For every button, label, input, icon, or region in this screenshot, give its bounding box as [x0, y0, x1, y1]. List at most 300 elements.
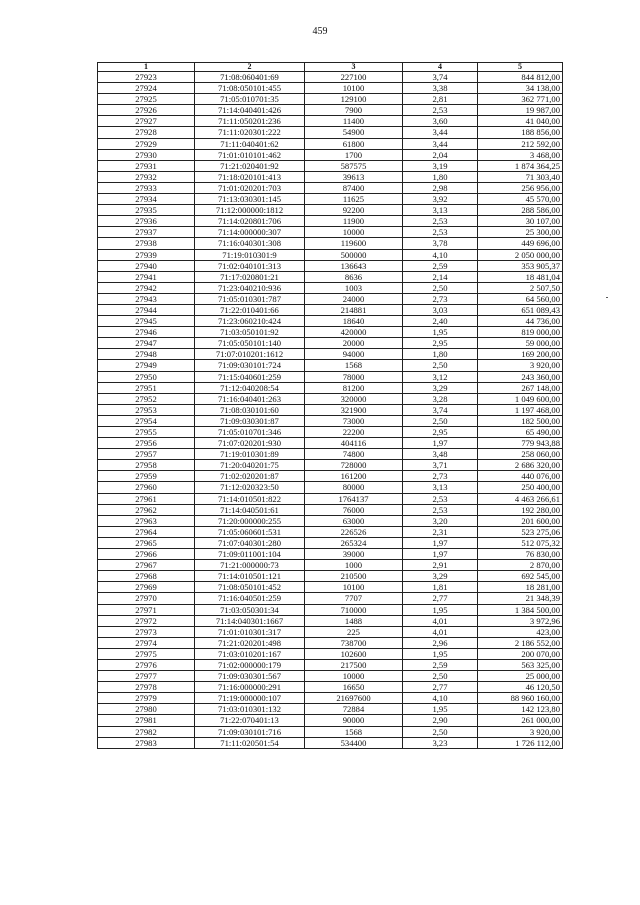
row-number-cell: 27972 — [98, 615, 195, 626]
coefficient-cell: 2,96 — [403, 637, 478, 648]
area-cell: 710000 — [305, 604, 403, 615]
row-number-cell: 27959 — [98, 471, 195, 482]
row-number-cell: 27949 — [98, 360, 195, 371]
value-cell: 779 943,88 — [478, 438, 563, 449]
area-cell: 1568 — [305, 726, 403, 737]
cadastral-number-cell: 71:03:010201:167 — [195, 648, 305, 659]
area-cell: 210500 — [305, 571, 403, 582]
table-row — [98, 160, 563, 171]
value-cell: 4 463 266,61 — [478, 493, 563, 504]
table-row — [98, 449, 563, 460]
cadastral-value-table — [97, 62, 563, 749]
table-row — [98, 194, 563, 205]
coefficient-cell: 3,92 — [403, 194, 478, 205]
coefficient-cell: 1,95 — [403, 327, 478, 338]
coefficient-cell: 1,95 — [403, 648, 478, 659]
area-cell: 11625 — [305, 194, 403, 205]
row-number-cell: 27957 — [98, 449, 195, 460]
area-cell: 587575 — [305, 160, 403, 171]
row-number-cell: 27950 — [98, 371, 195, 382]
table-row — [98, 637, 563, 648]
cadastral-number-cell: 71:11:040401:62 — [195, 138, 305, 149]
value-cell: 267 148,00 — [478, 382, 563, 393]
table-row — [98, 216, 563, 227]
cadastral-number-cell: 71:05:050101:140 — [195, 338, 305, 349]
coefficient-cell: 2,14 — [403, 271, 478, 282]
cadastral-number-cell: 71:20:000000:255 — [195, 515, 305, 526]
table-row — [98, 238, 563, 249]
row-number-cell: 27977 — [98, 671, 195, 682]
table-row — [98, 560, 563, 571]
value-cell: 25 000,00 — [478, 671, 563, 682]
cadastral-number-cell: 71:08:050101:452 — [195, 582, 305, 593]
area-cell: 11400 — [305, 116, 403, 127]
row-number-cell: 27935 — [98, 205, 195, 216]
cadastral-number-cell: 71:09:030301:567 — [195, 671, 305, 682]
value-cell: 692 545,00 — [478, 571, 563, 582]
value-cell: 423,00 — [478, 626, 563, 637]
value-cell: 21 348,39 — [478, 593, 563, 604]
area-cell: 500000 — [305, 249, 403, 260]
cadastral-number-cell: 71:08:050101:455 — [195, 83, 305, 94]
row-number-cell: 27979 — [98, 693, 195, 704]
value-cell: 243 360,00 — [478, 371, 563, 382]
area-cell: 73000 — [305, 415, 403, 426]
value-cell: 1 384 500,00 — [478, 604, 563, 615]
area-cell: 21697600 — [305, 693, 403, 704]
coefficient-cell: 2,59 — [403, 659, 478, 670]
table-row — [98, 227, 563, 238]
area-cell: 81200 — [305, 382, 403, 393]
value-cell: 25 300,00 — [478, 227, 563, 238]
coefficient-cell: 2,95 — [403, 338, 478, 349]
coefficient-cell: 1,81 — [403, 582, 478, 593]
coefficient-cell: 3,13 — [403, 205, 478, 216]
area-cell: 217500 — [305, 659, 403, 670]
value-cell: 45 570,00 — [478, 194, 563, 205]
coefficient-cell: 3,74 — [403, 72, 478, 83]
value-cell: 819 000,00 — [478, 327, 563, 338]
value-cell: 1 049 600,00 — [478, 393, 563, 404]
table-row — [98, 571, 563, 582]
row-number-cell: 27934 — [98, 194, 195, 205]
cadastral-number-cell: 71:12:040208:54 — [195, 382, 305, 393]
area-cell: 738700 — [305, 637, 403, 648]
value-cell: 256 956,00 — [478, 182, 563, 193]
value-cell: 3 920,00 — [478, 360, 563, 371]
area-cell: 1568 — [305, 360, 403, 371]
table-row — [98, 537, 563, 548]
area-cell: 265324 — [305, 537, 403, 548]
value-cell: 212 592,00 — [478, 138, 563, 149]
value-cell: 844 812,00 — [478, 72, 563, 83]
row-number-cell: 27947 — [98, 338, 195, 349]
row-number-cell: 27945 — [98, 316, 195, 327]
cadastral-number-cell: 71:05:060601:531 — [195, 526, 305, 537]
cadastral-number-cell: 71:13:030301:145 — [195, 194, 305, 205]
coefficient-cell: 3,38 — [403, 83, 478, 94]
header-row — [98, 63, 563, 72]
area-cell: 76000 — [305, 504, 403, 515]
row-number-cell: 27942 — [98, 282, 195, 293]
table-row — [98, 360, 563, 371]
table-row — [98, 282, 563, 293]
table-row — [98, 349, 563, 360]
coefficient-cell: 3,44 — [403, 127, 478, 138]
cadastral-number-cell: 71:18:020101:413 — [195, 171, 305, 182]
row-number-cell: 27931 — [98, 160, 195, 171]
cadastral-number-cell: 71:07:020201:930 — [195, 438, 305, 449]
table-row — [98, 715, 563, 726]
table-row — [98, 249, 563, 260]
coefficient-cell: 2,50 — [403, 671, 478, 682]
row-number-cell: 27976 — [98, 659, 195, 670]
area-cell: 7900 — [305, 105, 403, 116]
coefficient-cell: 1,97 — [403, 537, 478, 548]
coefficient-cell: 2,53 — [403, 227, 478, 238]
coefficient-cell: 2,50 — [403, 726, 478, 737]
value-cell: 188 856,00 — [478, 127, 563, 138]
cadastral-number-cell: 71:14:040501:61 — [195, 504, 305, 515]
table-row — [98, 83, 563, 94]
cadastral-number-cell: 71:19:000000:107 — [195, 693, 305, 704]
coefficient-cell: 3,48 — [403, 449, 478, 460]
coefficient-cell: 3,03 — [403, 304, 478, 315]
cadastral-number-cell: 71:23:040210:936 — [195, 282, 305, 293]
value-cell: 512 075,32 — [478, 537, 563, 548]
area-cell: 72884 — [305, 704, 403, 715]
area-cell: 20000 — [305, 338, 403, 349]
table-row — [98, 515, 563, 526]
column-header-4: 4 — [403, 63, 478, 72]
value-cell: 362 771,00 — [478, 94, 563, 105]
coefficient-cell: 2,50 — [403, 360, 478, 371]
area-cell: 22200 — [305, 427, 403, 438]
table-row — [98, 682, 563, 693]
area-cell: 18640 — [305, 316, 403, 327]
row-number-cell: 27964 — [98, 526, 195, 537]
value-cell: 64 560,00 — [478, 293, 563, 304]
area-cell: 1488 — [305, 615, 403, 626]
row-number-cell: 27948 — [98, 349, 195, 360]
row-number-cell: 27926 — [98, 105, 195, 116]
area-cell: 10100 — [305, 83, 403, 94]
area-cell: 8636 — [305, 271, 403, 282]
cadastral-number-cell: 71:14:040401:426 — [195, 105, 305, 116]
table-row — [98, 415, 563, 426]
row-number-cell: 27969 — [98, 582, 195, 593]
table-row — [98, 371, 563, 382]
cadastral-number-cell: 71:02:040101:313 — [195, 260, 305, 271]
cadastral-number-cell: 71:05:010701:35 — [195, 94, 305, 105]
cadastral-number-cell: 71:14:040301:1667 — [195, 615, 305, 626]
area-cell: 74800 — [305, 449, 403, 460]
cadastral-number-cell: 71:02:000000:179 — [195, 659, 305, 670]
area-cell: 39613 — [305, 171, 403, 182]
cadastral-number-cell: 71:03:050301:34 — [195, 604, 305, 615]
coefficient-cell: 2,95 — [403, 427, 478, 438]
coefficient-cell: 2,53 — [403, 216, 478, 227]
value-cell: 182 500,00 — [478, 415, 563, 426]
table-row — [98, 404, 563, 415]
table-row — [98, 593, 563, 604]
area-cell: 320000 — [305, 393, 403, 404]
value-cell: 76 830,00 — [478, 549, 563, 560]
area-cell: 420000 — [305, 327, 403, 338]
area-cell: 78000 — [305, 371, 403, 382]
area-cell: 1000 — [305, 560, 403, 571]
value-cell: 71 303,40 — [478, 171, 563, 182]
cadastral-number-cell: 71:07:010201:1612 — [195, 349, 305, 360]
cadastral-number-cell: 71:05:010301:787 — [195, 293, 305, 304]
value-cell: 440 076,00 — [478, 471, 563, 482]
area-cell: 129100 — [305, 94, 403, 105]
area-cell: 534400 — [305, 737, 403, 748]
row-number-cell: 27941 — [98, 271, 195, 282]
row-number-cell: 27929 — [98, 138, 195, 149]
row-number-cell: 27955 — [98, 427, 195, 438]
cadastral-number-cell: 71:14:020801:706 — [195, 216, 305, 227]
area-cell: 404116 — [305, 438, 403, 449]
table-row — [98, 382, 563, 393]
value-cell: 250 400,00 — [478, 482, 563, 493]
row-number-cell: 27938 — [98, 238, 195, 249]
table-row — [98, 471, 563, 482]
row-number-cell: 27958 — [98, 460, 195, 471]
row-number-cell: 27960 — [98, 482, 195, 493]
coefficient-cell: 2,91 — [403, 560, 478, 571]
coefficient-cell: 3,74 — [403, 404, 478, 415]
area-cell: 39000 — [305, 549, 403, 560]
value-cell: 2 050 000,00 — [478, 249, 563, 260]
table-row — [98, 460, 563, 471]
coefficient-cell: 2,31 — [403, 526, 478, 537]
cadastral-number-cell: 71:22:070401:13 — [195, 715, 305, 726]
value-cell: 201 600,00 — [478, 515, 563, 526]
coefficient-cell: 2,53 — [403, 493, 478, 504]
row-number-cell: 27932 — [98, 171, 195, 182]
value-cell: 353 905,37 — [478, 260, 563, 271]
coefficient-cell: 2,77 — [403, 682, 478, 693]
area-cell: 54900 — [305, 127, 403, 138]
area-cell: 226526 — [305, 526, 403, 537]
cadastral-number-cell: 71:20:040201:75 — [195, 460, 305, 471]
coefficient-cell: 3,44 — [403, 138, 478, 149]
value-cell: 44 736,00 — [478, 316, 563, 327]
value-cell: 2 686 320,00 — [478, 460, 563, 471]
table-row — [98, 316, 563, 327]
cadastral-number-cell: 71:08:060401:69 — [195, 72, 305, 83]
coefficient-cell: 1,80 — [403, 171, 478, 182]
cadastral-number-cell: 71:14:010501:822 — [195, 493, 305, 504]
cadastral-number-cell: 71:21:000000:73 — [195, 560, 305, 571]
table-row — [98, 427, 563, 438]
area-cell: 728000 — [305, 460, 403, 471]
table-row — [98, 526, 563, 537]
table-row — [98, 582, 563, 593]
cadastral-number-cell: 71:21:020201:498 — [195, 637, 305, 648]
area-cell: 61800 — [305, 138, 403, 149]
cadastral-number-cell: 71:17:020801:21 — [195, 271, 305, 282]
value-cell: 3 468,00 — [478, 149, 563, 160]
area-cell: 10100 — [305, 582, 403, 593]
area-cell: 80000 — [305, 482, 403, 493]
coefficient-cell: 2,73 — [403, 293, 478, 304]
row-number-cell: 27962 — [98, 504, 195, 515]
area-cell: 136643 — [305, 260, 403, 271]
row-number-cell: 27983 — [98, 737, 195, 748]
table-row — [98, 438, 563, 449]
table-row — [98, 205, 563, 216]
row-number-cell: 27980 — [98, 704, 195, 715]
value-cell: 1 197 468,00 — [478, 404, 563, 415]
row-number-cell: 27953 — [98, 404, 195, 415]
coefficient-cell: 3,13 — [403, 482, 478, 493]
value-cell: 523 275,06 — [478, 526, 563, 537]
value-cell: 258 060,00 — [478, 449, 563, 460]
area-cell: 90000 — [305, 715, 403, 726]
table-row — [98, 393, 563, 404]
value-cell: 18 481,04 — [478, 271, 563, 282]
row-number-cell: 27968 — [98, 571, 195, 582]
coefficient-cell: 3,20 — [403, 515, 478, 526]
cadastral-number-cell: 71:14:000000:307 — [195, 227, 305, 238]
coefficient-cell: 3,78 — [403, 238, 478, 249]
coefficient-cell: 3,23 — [403, 737, 478, 748]
value-cell: 2 870,00 — [478, 560, 563, 571]
coefficient-cell: 2,04 — [403, 149, 478, 160]
value-cell: 449 696,00 — [478, 238, 563, 249]
table-row — [98, 327, 563, 338]
table-row — [98, 493, 563, 504]
value-cell: 1 874 364,25 — [478, 160, 563, 171]
table-row — [98, 116, 563, 127]
table-row — [98, 127, 563, 138]
cadastral-number-cell: 71:16:040401:263 — [195, 393, 305, 404]
coefficient-cell: 2,81 — [403, 94, 478, 105]
cadastral-number-cell: 71:09:011001:104 — [195, 549, 305, 560]
coefficient-cell: 2,50 — [403, 415, 478, 426]
coefficient-cell: 3,29 — [403, 382, 478, 393]
coefficient-cell: 4,01 — [403, 626, 478, 637]
row-number-cell: 27943 — [98, 293, 195, 304]
cadastral-number-cell: 71:15:040601:259 — [195, 371, 305, 382]
row-number-cell: 27946 — [98, 327, 195, 338]
cadastral-number-cell: 71:01:010301:317 — [195, 626, 305, 637]
column-header-3: 3 — [305, 63, 403, 72]
cadastral-number-cell: 71:16:000000:291 — [195, 682, 305, 693]
coefficient-cell: 2,77 — [403, 593, 478, 604]
cadastral-number-cell: 71:05:010701:346 — [195, 427, 305, 438]
cadastral-number-cell: 71:02:020201:87 — [195, 471, 305, 482]
row-number-cell: 27967 — [98, 560, 195, 571]
table-row — [98, 271, 563, 282]
cadastral-number-cell: 71:21:020401:92 — [195, 160, 305, 171]
value-cell: 19 987,00 — [478, 105, 563, 116]
row-number-cell: 27982 — [98, 726, 195, 737]
coefficient-cell: 3,28 — [403, 393, 478, 404]
coefficient-cell: 1,95 — [403, 604, 478, 615]
row-number-cell: 27963 — [98, 515, 195, 526]
cadastral-number-cell: 71:14:010501:121 — [195, 571, 305, 582]
table-row — [98, 549, 563, 560]
cadastral-number-cell: 71:03:010301:132 — [195, 704, 305, 715]
coefficient-cell: 3,60 — [403, 116, 478, 127]
area-cell: 92200 — [305, 205, 403, 216]
row-number-cell: 27966 — [98, 549, 195, 560]
table-row — [98, 704, 563, 715]
area-cell: 225 — [305, 626, 403, 637]
coefficient-cell: 3,29 — [403, 571, 478, 582]
table-row — [98, 72, 563, 83]
table-row — [98, 482, 563, 493]
table-row — [98, 171, 563, 182]
stray-mark — [606, 297, 608, 298]
page-number: 459 — [312, 26, 328, 37]
area-cell: 102600 — [305, 648, 403, 659]
area-cell: 16650 — [305, 682, 403, 693]
coefficient-cell: 1,97 — [403, 438, 478, 449]
value-cell: 563 325,00 — [478, 659, 563, 670]
area-cell: 7707 — [305, 593, 403, 604]
cadastral-number-cell: 71:01:010101:462 — [195, 149, 305, 160]
area-cell: 119600 — [305, 238, 403, 249]
value-cell: 59 000,00 — [478, 338, 563, 349]
row-number-cell: 27974 — [98, 637, 195, 648]
table-row — [98, 94, 563, 105]
area-cell: 1003 — [305, 282, 403, 293]
coefficient-cell: 1,97 — [403, 549, 478, 560]
area-cell: 63000 — [305, 515, 403, 526]
coefficient-cell: 2,73 — [403, 471, 478, 482]
row-number-cell: 27952 — [98, 393, 195, 404]
value-cell: 142 123,80 — [478, 704, 563, 715]
column-header-5: 5 — [478, 63, 563, 72]
value-cell: 3 920,00 — [478, 726, 563, 737]
coefficient-cell: 2,53 — [403, 504, 478, 515]
coefficient-cell: 1,95 — [403, 704, 478, 715]
area-cell: 94000 — [305, 349, 403, 360]
row-number-cell: 27923 — [98, 72, 195, 83]
row-number-cell: 27973 — [98, 626, 195, 637]
value-cell: 30 107,00 — [478, 216, 563, 227]
row-number-cell: 27924 — [98, 83, 195, 94]
cadastral-number-cell: 71:19:010301:89 — [195, 449, 305, 460]
cadastral-number-cell: 71:16:040301:308 — [195, 238, 305, 249]
area-cell: 1764137 — [305, 493, 403, 504]
row-number-cell: 27927 — [98, 116, 195, 127]
cadastral-number-cell: 71:11:020501:54 — [195, 737, 305, 748]
value-cell: 88 960 160,00 — [478, 693, 563, 704]
row-number-cell: 27975 — [98, 648, 195, 659]
value-cell: 2 507,50 — [478, 282, 563, 293]
area-cell: 161200 — [305, 471, 403, 482]
value-cell: 18 281,00 — [478, 582, 563, 593]
row-number-cell: 27925 — [98, 94, 195, 105]
coefficient-cell: 2,53 — [403, 105, 478, 116]
cadastral-number-cell: 71:22:010401:66 — [195, 304, 305, 315]
table-row — [98, 138, 563, 149]
table-row — [98, 293, 563, 304]
table-row — [98, 604, 563, 615]
cadastral-number-cell: 71:16:040501:259 — [195, 593, 305, 604]
table-row — [98, 693, 563, 704]
area-cell: 214881 — [305, 304, 403, 315]
table-row — [98, 105, 563, 116]
coefficient-cell: 3,19 — [403, 160, 478, 171]
coefficient-cell: 2,59 — [403, 260, 478, 271]
table-row — [98, 615, 563, 626]
